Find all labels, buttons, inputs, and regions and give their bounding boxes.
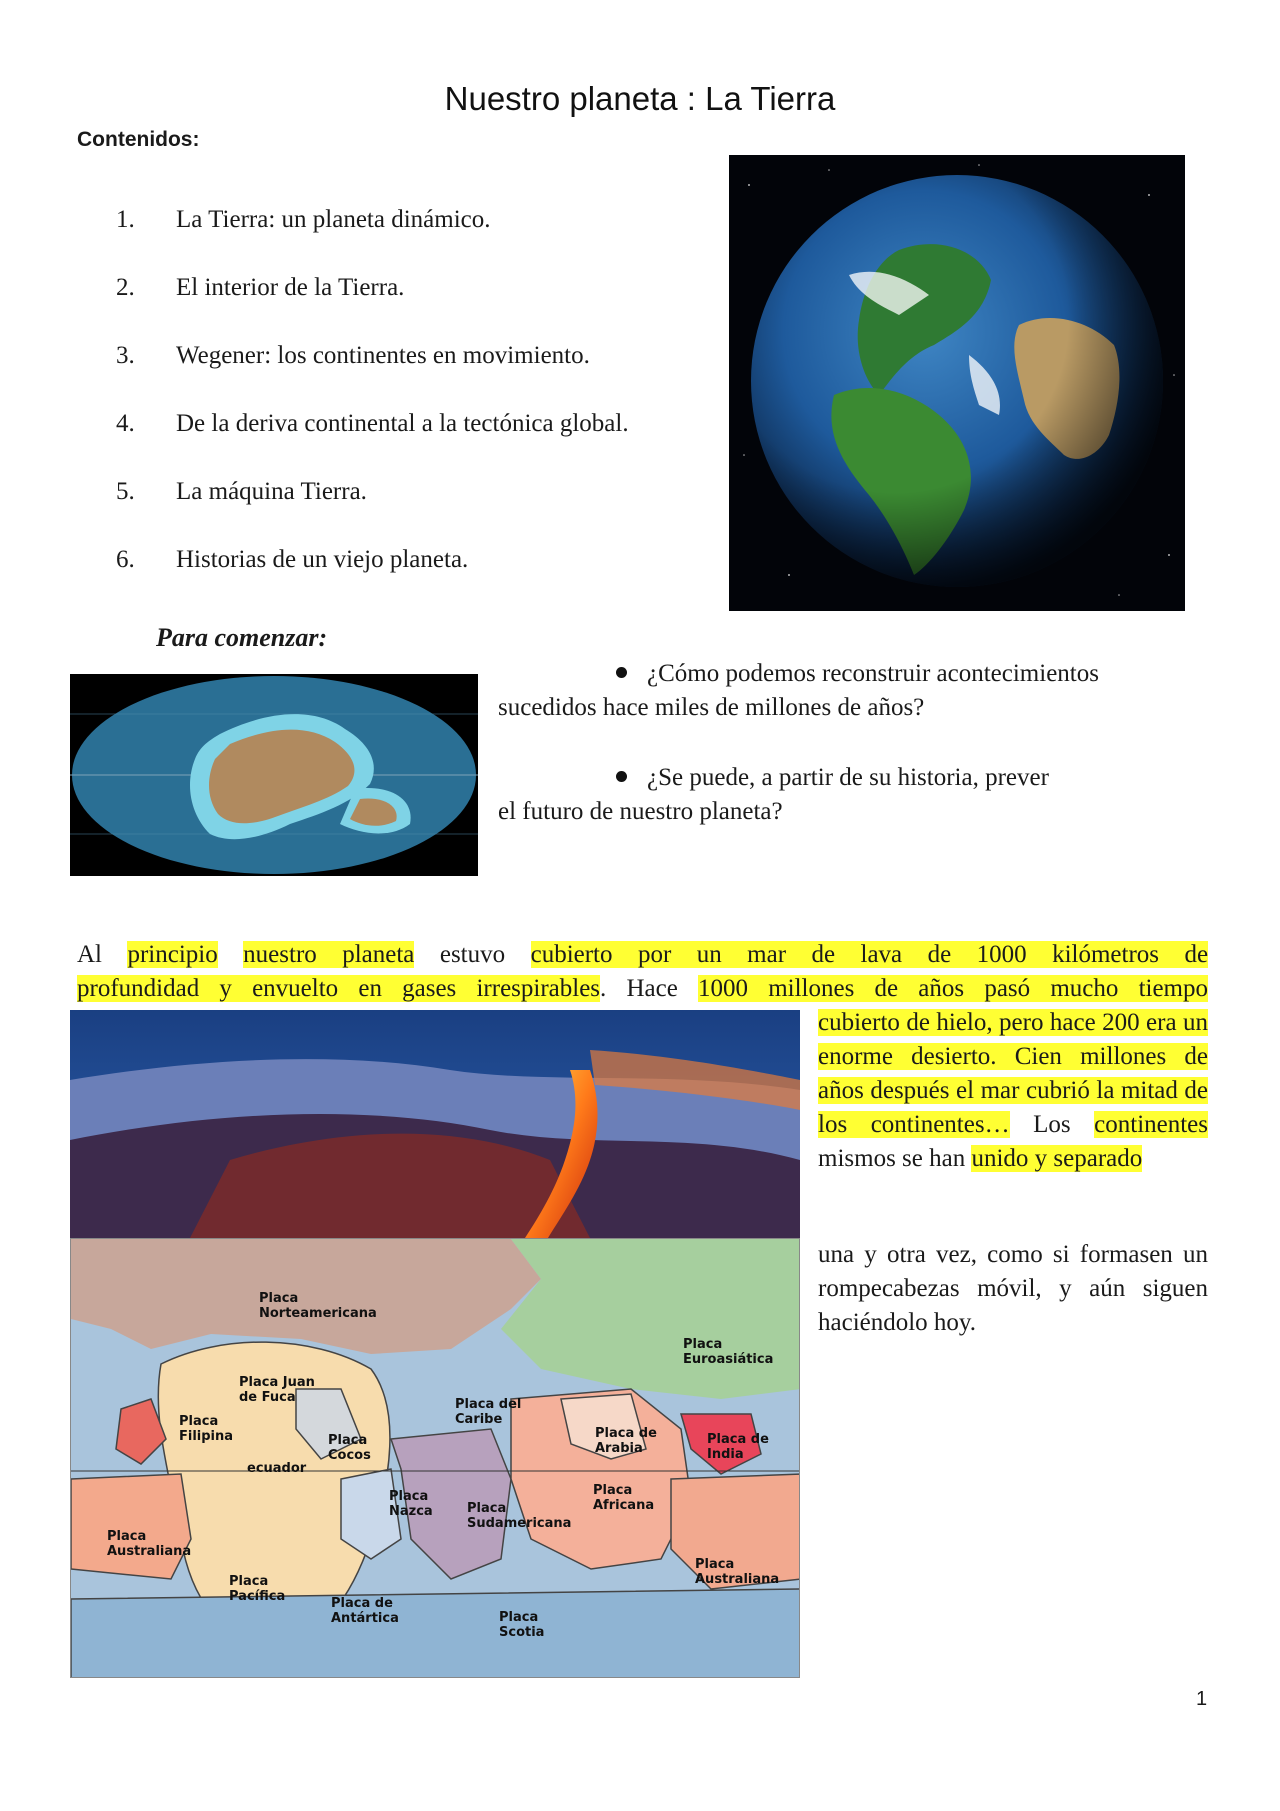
contents-item: 6. Historias de un viejo planeta. (116, 546, 469, 573)
question-2: ¿Se puede, a partir de su historia, prever el futuro de nuestro planeta? (498, 764, 1049, 825)
plate-label-juan-de-fuca: Placa Juan de Fuca (239, 1375, 315, 1405)
paragraph-line: Al principio nuestro planeta estuvo cubierto por un mar de lava de 1000 kilómetros de (77, 941, 1209, 968)
plate-label-norteamericana: Placa Norteamericana (259, 1291, 377, 1321)
side-paragraph: cubierto de hielo, pero hace 200 era un enorme desierto. Cien millones de años después el mar cubrió la mitad de los continentes… Los continentes mismos se han unido y separado (818, 1009, 1209, 1172)
equator-label: ecuador (247, 1461, 307, 1476)
paragraph-line: profundidad y envuelto en gases irrespirables. Hace 1000 millones de años pasó mucho tiempo (77, 975, 1209, 1002)
lava-volcano-image (70, 1010, 800, 1238)
intro-paragraph (77, 938, 1208, 1006)
contents-item: 4. De la deriva continental a la tectónica global. (116, 410, 629, 437)
contents-list (116, 206, 736, 614)
plate-label-sudamericana: Placa Sudamericana (467, 1501, 572, 1531)
bullet-icon (616, 771, 627, 782)
earth-image (729, 155, 1185, 611)
plate-label-pacifica: Placa Pacífica (229, 1574, 286, 1604)
plate-label-euroasiatica: Placa Euroasiática (683, 1337, 774, 1367)
contents-heading: Contenidos: (77, 128, 200, 151)
plate-label-cocos: Placa Cocos (328, 1433, 371, 1463)
page-number: 1 (1196, 1688, 1208, 1710)
plate-label-nazca: Placa Nazca (389, 1489, 433, 1519)
plate-label-filipina: Placa Filipina (179, 1414, 234, 1444)
side-paragraph-continued: una y otra vez, como si formasen un rompecabezas móvil, y aún siguen haciéndolo hoy. (818, 1241, 1208, 1336)
contents-item: 2. El interior de la Tierra. (116, 274, 405, 301)
plate-label-caribe: Placa del Caribe (455, 1397, 522, 1427)
plate-label-australiana-east: Placa Australiana (695, 1557, 780, 1587)
plate-label-arabia: Placa de Arabia (595, 1426, 657, 1456)
pangea-map-image (70, 674, 478, 876)
plate-label-africana: Placa Africana (593, 1483, 655, 1513)
plate-label-australiana-west: Placa Australiana (107, 1529, 192, 1559)
bullet-icon (616, 667, 627, 678)
plate-label-scotia: Placa Scotia (499, 1610, 545, 1640)
starter-heading: Para comenzar: (156, 623, 328, 652)
plate-label-antartica: Placa de Antártica (331, 1596, 399, 1626)
contents-item: 1. La Tierra: un planeta dinámico. (116, 206, 491, 233)
contents-item: 3. Wegener: los continentes en movimiento. (116, 342, 590, 369)
question-1: ¿Cómo podemos reconstruir acontecimientos sucedidos hace miles de millones de años? (498, 660, 1099, 721)
tectonic-plates-map (70, 1238, 800, 1678)
plate-label-india: Placa de India (707, 1432, 769, 1462)
contents-item: 5. La máquina Tierra. (116, 478, 367, 505)
page-title: Nuestro planeta : La Tierra (444, 80, 836, 117)
